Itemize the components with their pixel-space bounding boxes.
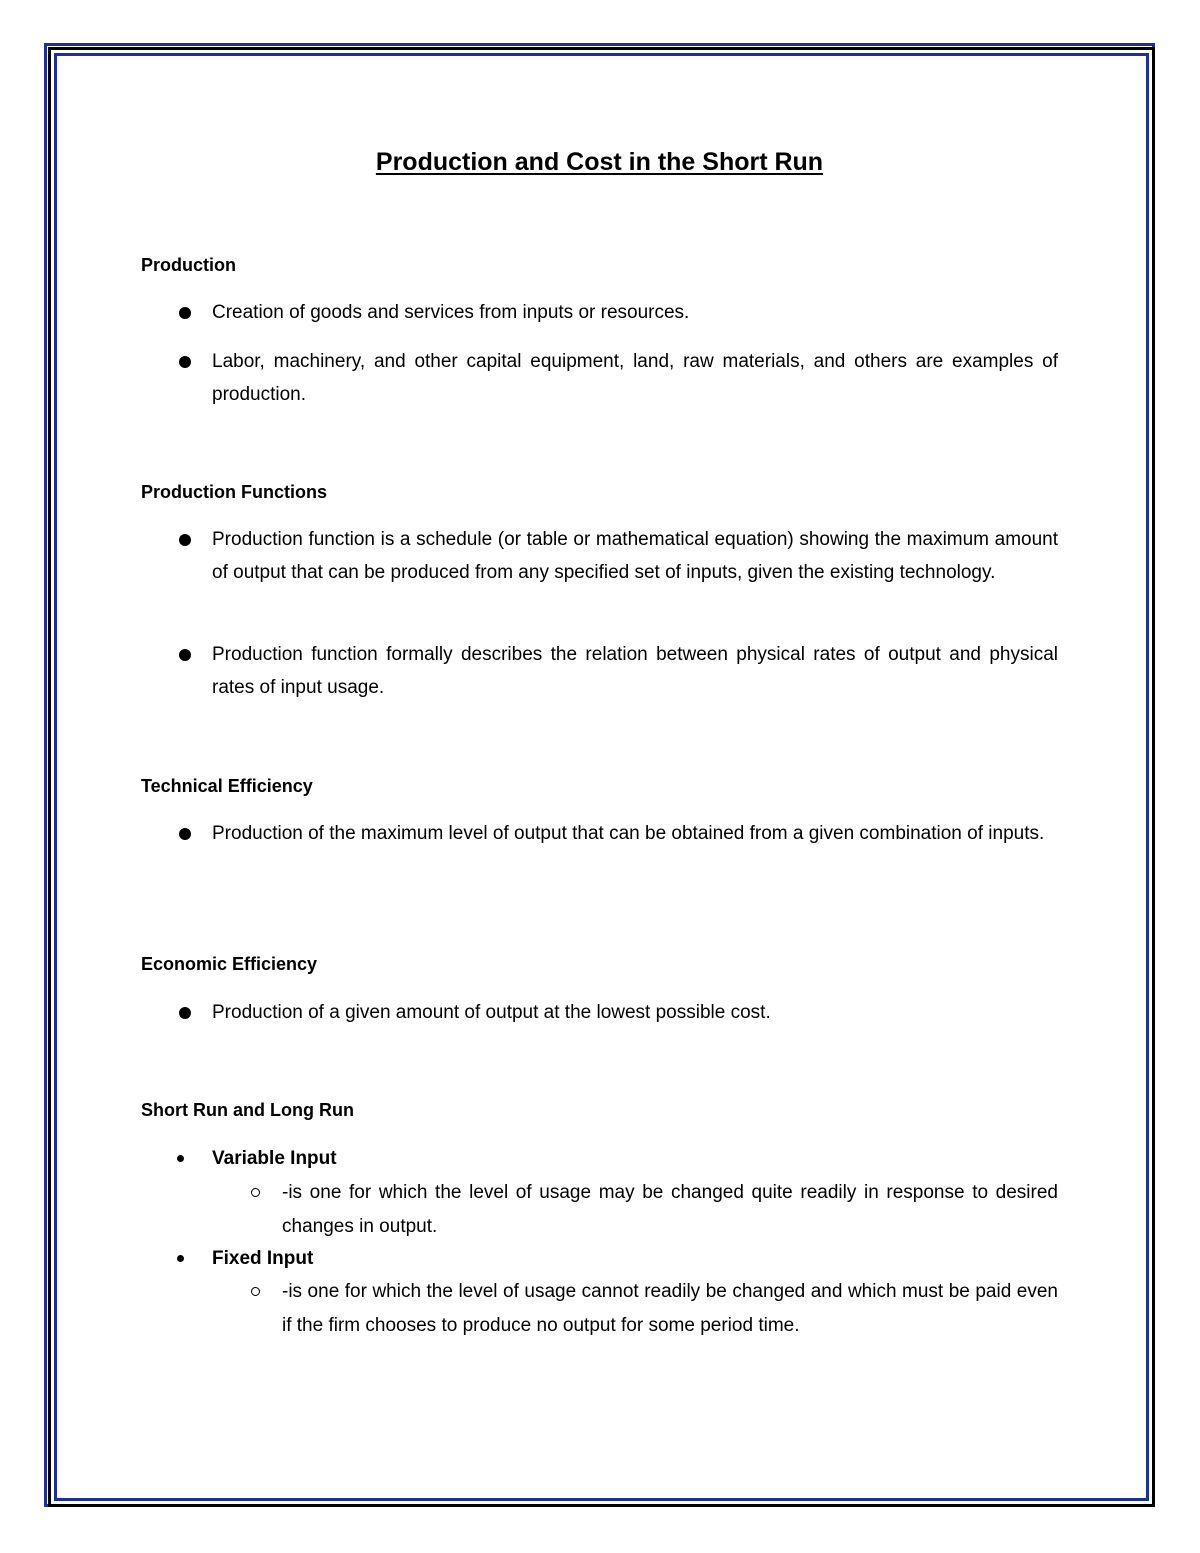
bullet-text: Creation of goods and services from inputs or resources. (212, 302, 690, 323)
bullet-text: Production of a given amount of output at the lowest possible cost. (212, 1002, 771, 1023)
bullet-icon (179, 1007, 191, 1019)
section-heading-economic-efficiency: Economic Efficiency (141, 954, 318, 974)
bullet-icon (177, 1155, 184, 1162)
bullet-text: Labor, machinery, and other capital equipment, land, raw materials, and others are examples of production. (212, 351, 1058, 405)
hollow-bullet-icon (251, 1188, 260, 1197)
bullet-text: Production of the maximum level of output that can be obtained from a given combination of inputs. (212, 823, 1045, 844)
bullet-text: Production function is a schedule (or table or mathematical equation) showing the maximum amount of output that can be produced from any specified set of inputs, given the existing technology. (212, 529, 1058, 583)
bullet-icon (179, 649, 191, 661)
bullet-icon (179, 534, 191, 546)
item-label: Variable Input (212, 1148, 337, 1169)
item-label: Fixed Input (212, 1248, 314, 1269)
page-title: Production and Cost in the Short Run (375, 148, 824, 176)
section-heading-production: Production (141, 255, 236, 275)
bullet-icon (177, 1255, 184, 1262)
hollow-bullet-icon (251, 1287, 260, 1296)
section-heading-production-functions: Production Functions (141, 482, 327, 502)
bullet-icon (179, 356, 191, 368)
item-description: -is one for which the level of usage cannot readily be changed and which must be paid even if the firm chooses to produce no output for some period time. (282, 1281, 1058, 1336)
bullet-icon (179, 307, 191, 319)
bullet-icon (179, 828, 191, 840)
bullet-text: Production function formally describes the relation between physical rates of output and physical rates of input usage. (212, 644, 1058, 698)
section-heading-short-run-long-run: Short Run and Long Run (141, 1100, 354, 1120)
section-heading-technical-efficiency: Technical Efficiency (141, 776, 313, 796)
item-description: -is one for which the level of usage may be changed quite readily in response to desired changes in output. (282, 1182, 1058, 1237)
